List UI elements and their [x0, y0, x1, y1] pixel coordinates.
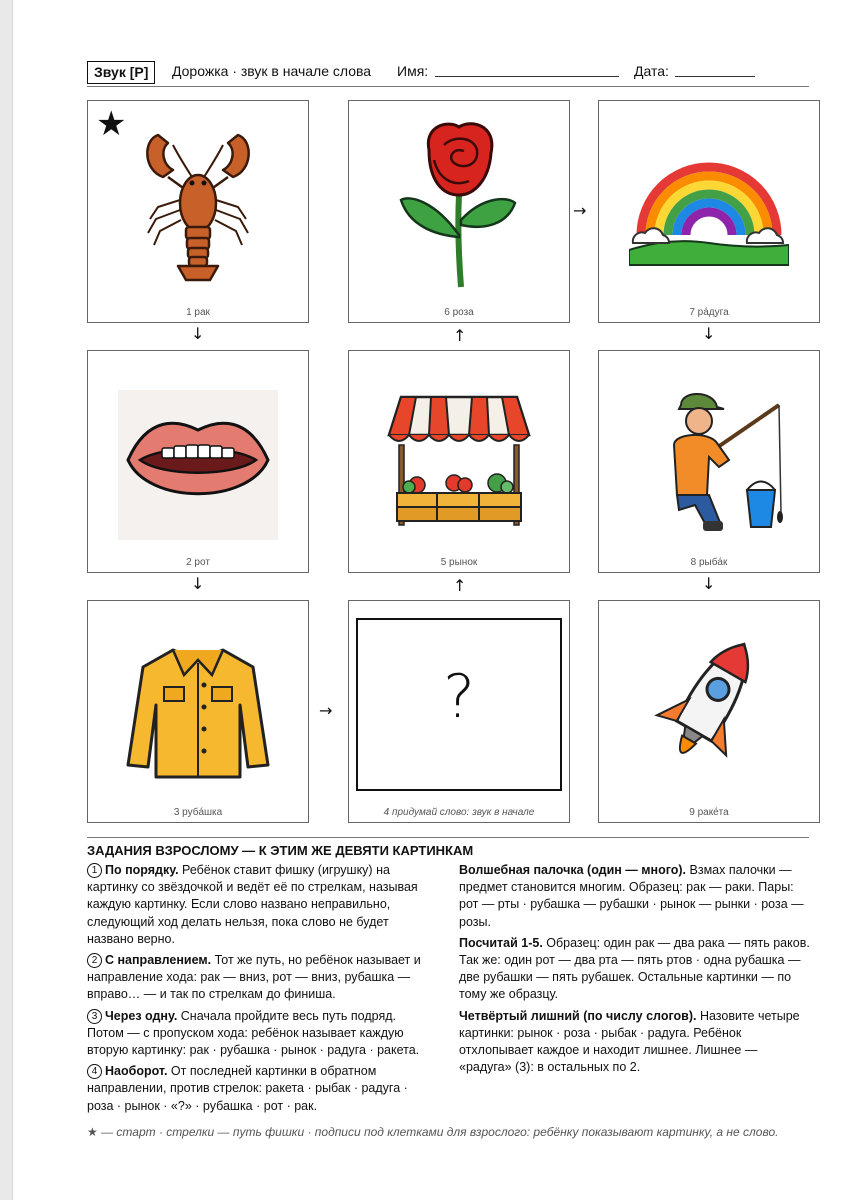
task-number: 4: [87, 1064, 102, 1079]
worksheet-title: Дорожка · звук в начале слова: [172, 63, 372, 79]
cell-caption: 8 рыбáк: [690, 557, 728, 568]
task-item: [459, 862, 811, 931]
task-item: [87, 952, 427, 1004]
cell-caption: 6 роза: [444, 307, 474, 318]
cell-7[interactable]: [598, 100, 820, 323]
cell-caption: 3 рубáшка: [173, 807, 223, 818]
cell-caption: 2 рот: [186, 557, 210, 568]
blank-picture-box[interactable]: [356, 618, 562, 791]
task-text: Взмах палочки — предмет становится многим. Образец: рак — раки. Пары: рот — рты · рубашка — рубашки · рынок — рынки · роза — розы.: [459, 863, 804, 929]
arrow-up-icon: ↑: [453, 576, 467, 595]
task-text: Образец: один рак — два рака — пять раков. Так же: один рот — два рта — пять ртов · одна рубашка — две рубашки — пять рубашек. Остальные картинки — по тому же образцу.: [459, 935, 810, 1002]
cell-8[interactable]: [598, 350, 820, 573]
task-text: Сначала пройдите весь путь подряд. Потом — с пропуском хода: ребёнок называет каждую вторую картинку: рак · рубашка · рынок · радуга · ракета.: [87, 1008, 420, 1058]
task-text: Тот же путь, но ребёнок называет и направление хода: рак — вниз, рот — вниз, рубашка — вправо… — и так по стрелкам до финиша.: [87, 953, 421, 1002]
name-label: Имя:: [397, 63, 429, 79]
arrow-down-icon: ↓: [702, 324, 716, 343]
task-heading: Четвёртый лишний (по числу слогов).: [459, 1008, 697, 1023]
task-heading: Посчитай 1-5.: [459, 935, 543, 950]
date-label: Дата:: [634, 63, 669, 79]
market-stall-icon: [379, 365, 539, 540]
cell-6[interactable]: [348, 100, 570, 323]
tasks-column-right: [459, 862, 811, 1080]
date-field[interactable]: [675, 76, 755, 77]
task-heading: Наоборот.: [105, 1064, 168, 1079]
task-item: [87, 862, 427, 948]
worksheet-page: [12, 0, 848, 1200]
task-item: [87, 1008, 427, 1060]
section-divider: [87, 837, 809, 838]
tasks-title: ЗАДАНИЯ ВЗРОСЛОМУ — К ЭТИМ ЖЕ ДЕВЯТИ КАРТИНКАМ: [87, 843, 474, 858]
task-text: Назовите четыре картинки: рынок · роза · рыбак · радуга. Ребёнок отхлопывает каждое и находит лишнее. Лишнее — «радуга» (3): в остальных по 2.: [459, 1008, 800, 1075]
name-field[interactable]: [435, 76, 619, 77]
arrow-right-icon: →: [573, 201, 587, 220]
question-mark: ?: [443, 662, 475, 732]
arrow-down-icon: ↓: [191, 574, 205, 593]
cell-caption: 1 рак: [186, 307, 210, 318]
task-text: От последней картинки в обратном направлении, против стрелок: ракета · рыбак · радуга · роза · рынок · «?» · рубашка · рот · рак.: [87, 1064, 408, 1113]
rocket-icon: [629, 615, 789, 790]
shirt-icon: [118, 615, 278, 790]
cell-9[interactable]: [598, 600, 820, 823]
worksheet-header: [87, 61, 809, 87]
cell-5[interactable]: [348, 350, 570, 573]
cell-4[interactable]: [348, 600, 570, 823]
star-icon: ★: [96, 105, 127, 143]
cell-caption: 4 придумай слово: звук в начале: [383, 807, 535, 818]
cell-caption: 9 ракéта: [689, 807, 729, 818]
arrow-right-icon: →: [319, 701, 333, 720]
task-heading: По порядку.: [105, 863, 179, 877]
rose-icon: [379, 115, 539, 290]
rainbow-icon: [629, 115, 789, 290]
mouth-icon: [118, 365, 278, 540]
cell-caption: 5 рынок: [440, 557, 478, 568]
crayfish-icon: [118, 115, 278, 290]
task-number: 1: [87, 863, 102, 878]
sound-label: Звук [Р]: [87, 61, 155, 84]
task-heading: С направлением.: [105, 953, 212, 968]
task-item: [87, 1063, 427, 1115]
tasks-column-left: [87, 862, 427, 1119]
cell-1[interactable]: [87, 100, 309, 323]
fisherman-icon: [629, 365, 789, 540]
arrow-up-icon: ↑: [453, 326, 467, 345]
task-number: 2: [87, 953, 102, 968]
task-text: Ребёнок ставит фишку (игрушку) на картинку со звёздочкой и ведёт её по стрелкам, называя каждую картинку. Если слово названо неправильно, следующий ход делать нельзя, пока слово не будет названо верно.: [87, 863, 418, 946]
task-number: 3: [87, 1009, 102, 1024]
footer-note: ★ — старт · стрелки — путь фишки · подписи под клетками для взрослого: ребёнку показывают картинку, а не слово.: [87, 1125, 779, 1139]
task-item: [459, 1008, 811, 1077]
cell-2[interactable]: [87, 350, 309, 573]
arrow-down-icon: ↓: [702, 574, 716, 593]
cell-caption: 7 рáдуга: [689, 307, 729, 318]
arrow-down-icon: ↓: [191, 324, 205, 343]
task-heading: Через одну.: [105, 1008, 178, 1023]
task-heading: Волшебная палочка (один — много).: [459, 863, 687, 877]
task-item: [459, 935, 811, 1004]
cell-3[interactable]: [87, 600, 309, 823]
